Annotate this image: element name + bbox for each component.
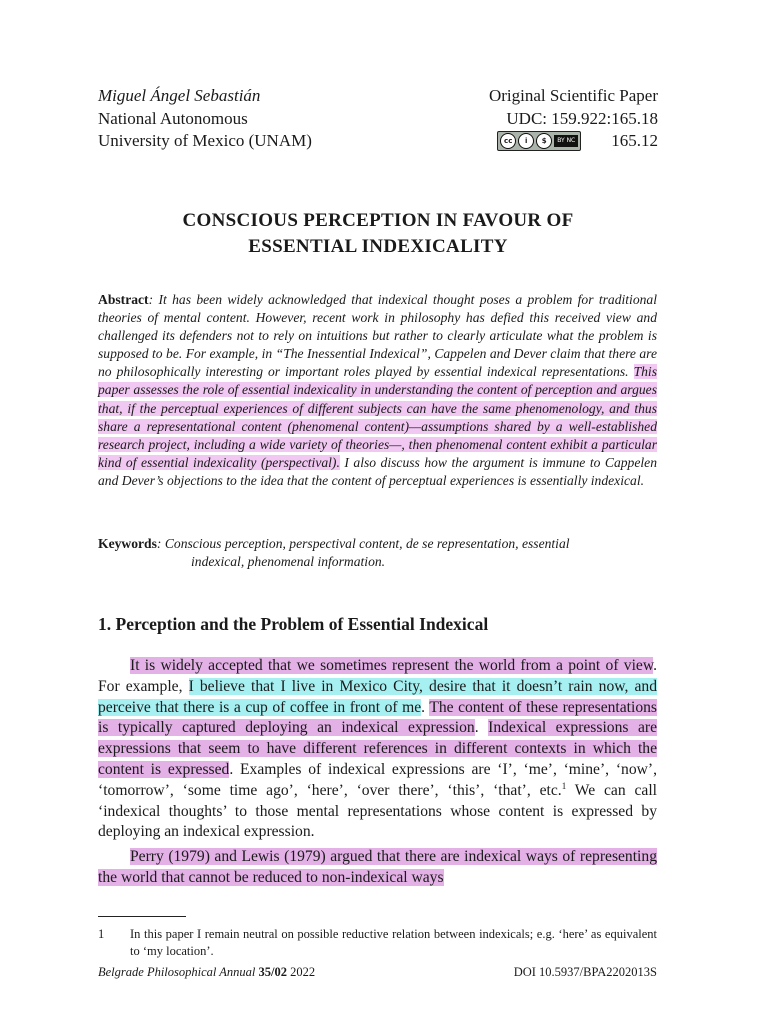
footnote-ref[interactable]: 1 [561, 780, 567, 791]
abstract-text: : It has been widely acknowledged that indexical thought poses a problem for traditional theories of mental content. However, recent work in philosophy has defied this received view and challenged its defenders not to rely on intuitions but rather to clearly articulate what the problem is supposed to be. For example, in “The Inessential Indexical”, Cappelen and Dever claim that there are no philosophically interesting or important roles played by essential indexical representations. [98, 292, 657, 380]
affiliation-line: University of Mexico (UNAM) [98, 131, 312, 150]
paragraph [98, 847, 657, 889]
section-heading: 1. Perception and the Problem of Essential Indexical [98, 614, 489, 634]
abstract-highlight: This paper assesses the role of essential indexicality in understanding the content of perception and argues that, if the perceptual experiences of different subjects can have the same phenomenology, and thus share a representational content (phenomenal content)—assumptions shared by a well-established research project, including a wide variety of theories—, then phenomenal content exhibit a particular kind of essential indexicality (perspectival). [98, 364, 657, 470]
paper-type: Original Scientific Paper [488, 86, 658, 105]
footnote [98, 926, 657, 960]
text: . For example, [98, 657, 657, 695]
cc-icon: cc [500, 133, 516, 149]
doi[interactable]: DOI 10.5937/BPA2202013S [513, 965, 657, 979]
affiliation-line: National Autonomous [98, 108, 248, 128]
journal-citation [98, 965, 315, 980]
cc-license-badge[interactable] [497, 131, 581, 151]
paper-meta [489, 85, 658, 153]
journal-year: 2022 [287, 965, 316, 979]
highlight: The content of these representations is typically captured deploying an indexical expression [98, 698, 657, 737]
keywords-label: Keywords [98, 536, 157, 551]
highlight: It is widely accepted that we sometimes represent the world from a point of view [130, 657, 654, 674]
nc-icon: $ [536, 133, 552, 149]
keywords-text: : Conscious perception, perspectival content, de se representation, essential [156, 536, 570, 551]
udc-code: UDC: 159.922:165.18 [506, 108, 658, 128]
license-row [489, 130, 658, 153]
body-text [98, 656, 657, 889]
keywords [98, 535, 657, 571]
by-icon: i [518, 133, 534, 149]
text: We can call ‘indexical thoughts’ to those mental representations whose content is expressed by deploying an indexical expression. [98, 781, 657, 841]
text: . [421, 698, 430, 716]
author-name: Miguel Ángel Sebastián [98, 86, 261, 105]
text: . Examples of indexical expressions are ‘I’, ‘me’, ‘mine’, ‘now’, ‘tomorrow’, ‘some time ago’, ‘here’, ‘over there’, ‘this’, ‘that’, etc. [98, 760, 657, 799]
text: . [474, 719, 489, 737]
highlight: I believe that I live in Mexico City, desire that it doesn’t rain now, and perceive that there is a cup of coffee in front of me [98, 677, 657, 716]
footnote-divider [98, 916, 186, 917]
paper-title [98, 208, 658, 260]
footnote-number: 1 [98, 927, 105, 941]
highlight: Indexical expressions are expressions that seem to have different references in different contexts in which the content is expressed [98, 719, 657, 778]
abstract-label: Abstract [98, 292, 149, 307]
abstract-text: I also discuss how the argument is immune to Cappelen and Dever’s objections to the idea that the content of perceptual experiences is essentially indexical. [98, 454, 657, 488]
abstract [98, 291, 657, 490]
footnote-text: In this paper I remain neutral on possible reductive relation between indexicals; e.g. ‘here’ as equivalent to ‘my location’. [130, 927, 657, 958]
journal-volume: 35/02 [258, 965, 288, 979]
title-line: ESSENTIAL INDEXICALITY [248, 236, 508, 257]
keywords-text: indexical, phenomenal information. [191, 554, 386, 570]
author-block [98, 85, 312, 153]
highlight: Perry (1979) and Lewis (1979) argued that there are indexical ways of representing the world that cannot be reduced to non-indexical ways [98, 848, 657, 886]
license-text-icon: BY NC [554, 135, 578, 147]
paragraph [98, 656, 657, 843]
title-line: CONSCIOUS PERCEPTION IN FAVOUR OF [182, 210, 574, 231]
udc-code-secondary: 165.12 [611, 131, 658, 150]
journal-name: Belgrade Philosophical Annual [98, 965, 256, 979]
